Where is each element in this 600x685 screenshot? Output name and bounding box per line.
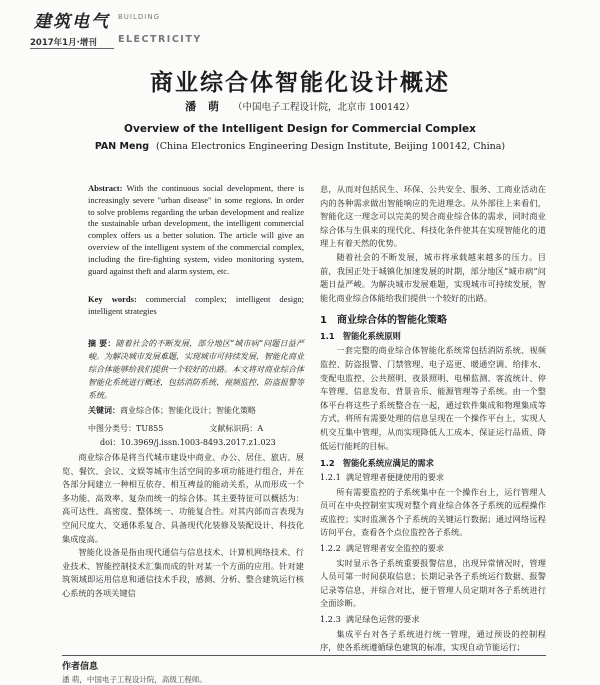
- subsection-title: 智能化系统原则: [342, 331, 401, 342]
- doi: doi：10.3969/j.issn.1003-8493.2017.z1.023: [100, 438, 276, 447]
- abstract-en: [88, 183, 304, 277]
- body-paragraph: 一套完整的商业综合体智能化系统常包括消防系统、视频监控、防盗报警、门禁管理、电子巡更、暖通空调、给排水、变配电监控、公共照明、夜景照明、电梯监测、客流统计、停车管理、信息发布、背景音乐、能源管理等子系统。由一个整体平台将这些子系统整合在一起，通过软件集成和物理集成等方式，将所有需要处理的信息呈现在一个操作平台上，实现人机交互集中管理，从而实现降低人工成本、保证运行品质、降低运行能耗的目标。: [320, 345, 546, 451]
- body-paragraph: 商业综合体是将当代城市建设中商业、办公、居住、旅店、展览、餐饮、会议、文娱等城市生活空间的多项功能进行组合，并在各部分间建立一种相互依存、相互裨益的能动关系，从而形成一个多功能、高效率、复杂而统一的综合体。其主要特征可以概括为：高可达性、高密度、整体统一、功能复合性。对其内部而言表现为空间尺度大、交通体系复合、具备现代化装修及装配设计、科技化集成度高。: [62, 452, 304, 544]
- body-paragraph: 实时显示各子系统重要报警信息，出现异常情况时，管理人员可第一时间获取信息；长期记录各子系统运行数据、报警记录等信息，并综合对比，便于管理人员定期对各子系统进行全面诊断。: [320, 557, 546, 609]
- masthead-rule: [30, 48, 114, 49]
- doc-code-value: A: [257, 424, 264, 433]
- left-column-body: [62, 451, 304, 601]
- subsection-heading: [320, 457, 546, 469]
- section-heading: [320, 311, 546, 326]
- subsection-heading: [320, 330, 546, 342]
- paper-title-cn: 商业综合体智能化设计概述: [150, 69, 450, 96]
- body-paragraph: 息，从而对包括民生、环保、公共安全、服务、工商业活动在内的各种需求做出智能响应的先进理念。从外部往上来看们，智能化这一理念可以完美的契合商业综合体的需求，同时商业综合体与生俱来的现代化、科技化条件使其在实现智能化的道理上有着天然的优势。: [320, 184, 546, 249]
- abstract-en-text: With the continuous social development, there is increasingly severe "urban disease" in some regions. In order to solve problems regarding the urban development and realize the sustainable urban development, the intelligent commercial complex offers us a better solution. The article will give an overview of the intelligent system of the commercial complex, including the fire-fighting system, video monitoring system, guard against theft and alarm system, etc.: [88, 183, 304, 276]
- keywords-cn-label: 关键词：: [88, 405, 120, 415]
- keywords-en-text: commercial complex; intelligent design; intelligent strategies: [88, 294, 304, 316]
- journal-name-en-top: BUILDING: [118, 13, 161, 21]
- journal-logo: 建筑电气: [34, 12, 110, 32]
- author-affiliation-en: (China Electronics Engineering Design Institute, Beijing 100142, China): [156, 141, 506, 152]
- keywords-cn: [88, 404, 304, 417]
- doc-code-label: 文献标识码：: [209, 424, 258, 433]
- subsubsection-heading: [320, 471, 546, 485]
- issue-label: 2017年1月·增刊: [30, 38, 97, 48]
- subsubsection-number: 1.2.2: [320, 543, 341, 554]
- body-paragraph: 集成平台对各子系统进行统一管理，通过预设的控制程序，使各系统遵循绿色建筑的标准，实现自动节能运行；: [320, 628, 546, 653]
- classification-line: [88, 422, 304, 435]
- subsubsection-number: 1.2.3: [320, 614, 341, 625]
- keywords-en: [88, 294, 304, 318]
- subsection-title: 智能化系统应满足的需求: [342, 458, 434, 469]
- keywords-en-label: Key words:: [88, 294, 137, 304]
- author-info-text: 潘 萌，中国电子工程设计院，高级工程师。: [62, 675, 207, 684]
- abstract-cn-text: 随着社会的不断发展，部分地区“城市病”问题日益严峻。为解决城市发展难题，实现城市可持续发展，智能化商业综合体能够给我们提供一个较好的出路。本文将对商业综合体智能化系统进行概述，包括消防系统、视频监控、防盗报警等系统。: [88, 339, 304, 400]
- subsubsection-title: 满足管理者便捷使用的要求: [345, 472, 445, 483]
- section-title: 商业综合体的智能化策略: [336, 315, 447, 327]
- author-affiliation-cn: （中国电子工程设计院，北京市 100142）: [233, 102, 415, 113]
- keywords-cn-text: 商业综合体；智能化设计；智能化策略: [120, 406, 256, 415]
- subsection-number: 1.1: [320, 331, 335, 342]
- footer-rule: [62, 655, 546, 656]
- body-paragraph: 智能化设备是指由现代通信与信息技术、计算机网络技术、行业技术、智能控制技术汇集而成的针对某一个方面的应用。针对建筑领域即运用信息和通信技术手段，感测、分析、整合建筑运行核心系统的各项关键信: [62, 547, 304, 598]
- subsubsection-heading: [320, 613, 546, 627]
- author-line-en: [0, 141, 600, 152]
- paper-title-en: Overview of the Intelligent Design for Commercial Complex: [124, 123, 476, 135]
- subsubsection-title: 满足绿色运营的要求: [345, 614, 420, 625]
- clc-label: 中图分类号：: [88, 424, 136, 433]
- abstract-cn-label: 摘 要：: [88, 338, 116, 348]
- abstract-cn: [88, 337, 304, 402]
- journal-name-en-bottom: ELECTRICITY: [118, 34, 202, 45]
- right-column: [320, 183, 546, 655]
- clc-value: TU855: [136, 424, 164, 433]
- abstract-en-label: Abstract:: [88, 183, 123, 193]
- author-name-en: PAN Meng: [94, 141, 150, 152]
- subsection-number: 1.2: [320, 458, 335, 469]
- author-line-cn: [0, 98, 600, 114]
- subsubsection-number: 1.2.1: [320, 472, 341, 483]
- body-paragraph: 所有需要监控的子系统集中在一个操作台上，运行管理人员可在中央控制室实现对整个商业综合体各子系统的远程操作或监控；实时监测各个子系统的关键运行数据；通过网络远程访问平台，查看各个点位监控各子系统。: [320, 486, 546, 538]
- body-paragraph: 随着社会的不断发展，城市将承载越来越多的压力。目前，我国正处于城镇化加速发展的时期，部分地区“城市病”问题日益严峻。为解决城市发展难题，实现城市可持续发展，智能化商业综合体能给我们提供一个较好的出路。: [320, 251, 546, 303]
- subsubsection-heading: [320, 542, 546, 556]
- author-info-heading: 作者信息: [62, 662, 99, 672]
- author-name-cn: 潘 萌: [185, 100, 224, 113]
- section-number: 1: [320, 315, 327, 327]
- subsubsection-title: 满足管理者安全监控的要求: [345, 543, 445, 554]
